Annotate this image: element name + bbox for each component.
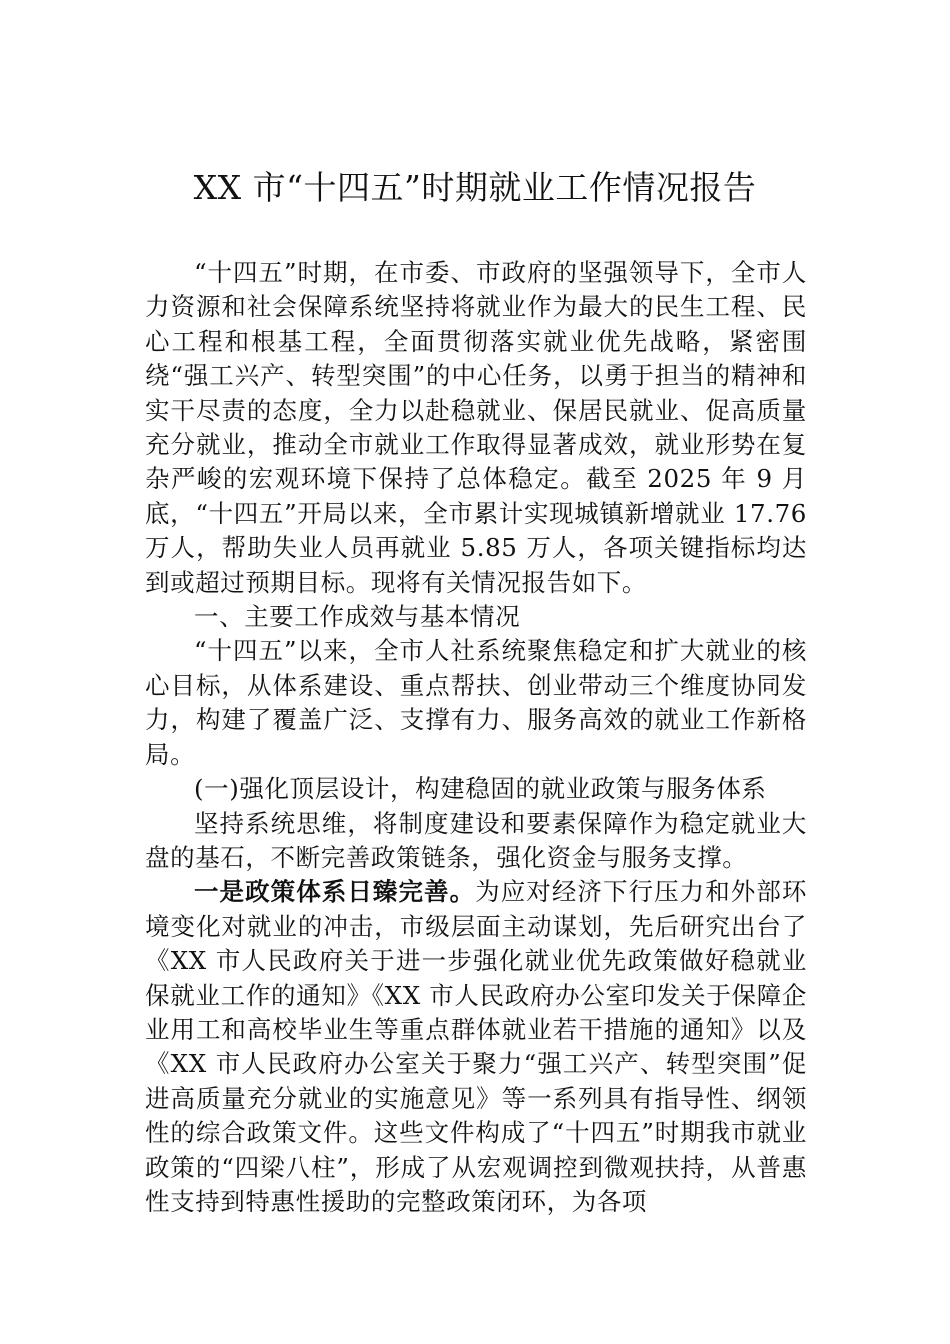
policy-lead: 一是政策体系日臻完善。 [194, 877, 476, 907]
subsection-heading-1 [145, 772, 807, 806]
intro-text: “十四五”时期，在市委、市政府的坚强领导下，全市人力资源和社会保障系统坚持将就业作为最大的民生工程、民心工程和根基工程，全面贯彻落实就业优先战略，紧密围绕“强工兴产、转型突围”的中心任务，以勇于担当的精神和实干尽责的态度，全力以赴稳就业、保居民就业、促高质量充分就业，推动全市就业工作取得显著成效，就业形势在复杂严峻的宏观环境下保持了总体稳定。截至 2025 年 9 月底，“十四五”开局以来，全市累计实现城镇新增就业 17.76 万人，帮助失业人员再就业 5.85 万人，各项关键指标均达到或超过预期目标。现将有关情况报告如下。 [145, 258, 807, 597]
section-1-paragraph [145, 634, 807, 772]
subsection-1-paragraph [145, 807, 807, 876]
section-1-text: “十四五”以来，全市人社系统聚焦稳定和扩大就业的核心目标，从体系建设、重点帮扶、创业带动三个维度协同发力，构建了覆盖广泛、支撑有力、服务高效的就业工作新格局。 [145, 636, 807, 769]
intro-paragraph [145, 256, 807, 600]
section-heading-1-text: 一、主要工作成效与基本情况 [194, 602, 521, 632]
document-title: XX 市“十四五”时期就业工作情况报告 [193, 168, 757, 207]
subsection-heading-1-text: (一)强化顶层设计，构建稳固的就业政策与服务体系 [194, 774, 767, 804]
document-body [145, 256, 807, 1219]
subsection-1-text: 坚持系统思维，将制度建设和要素保障作为稳定就业大盘的基石，不断完善政策链条，强化资金与服务支撑。 [145, 808, 807, 872]
section-heading-1 [145, 600, 807, 634]
policy-text: 为应对经济下行压力和外部环境变化对就业的冲击，市级层面主动谋划，先后研究出台了《XX 市人民政府关于进一步强化就业优先政策做好稳就业保就业工作的通知》《XX 市人民政府办公室印发关于保障企业用工和高校毕业生等重点群体就业若干措施的通知》以及《XX 市人民政府办公室关于聚力“强工兴产、转型突围”促进高质量充分就业的实施意见》等一系列具有指导性、纲领性的综合政策文件。这些文件构成了“十四五”时期我市就业政策的“四梁八柱”，形成了从宏观调控到微观扶持，从普惠性支持到特惠性援助的完整政策闭环，为各项 [145, 877, 807, 1216]
policy-paragraph [145, 875, 807, 1219]
